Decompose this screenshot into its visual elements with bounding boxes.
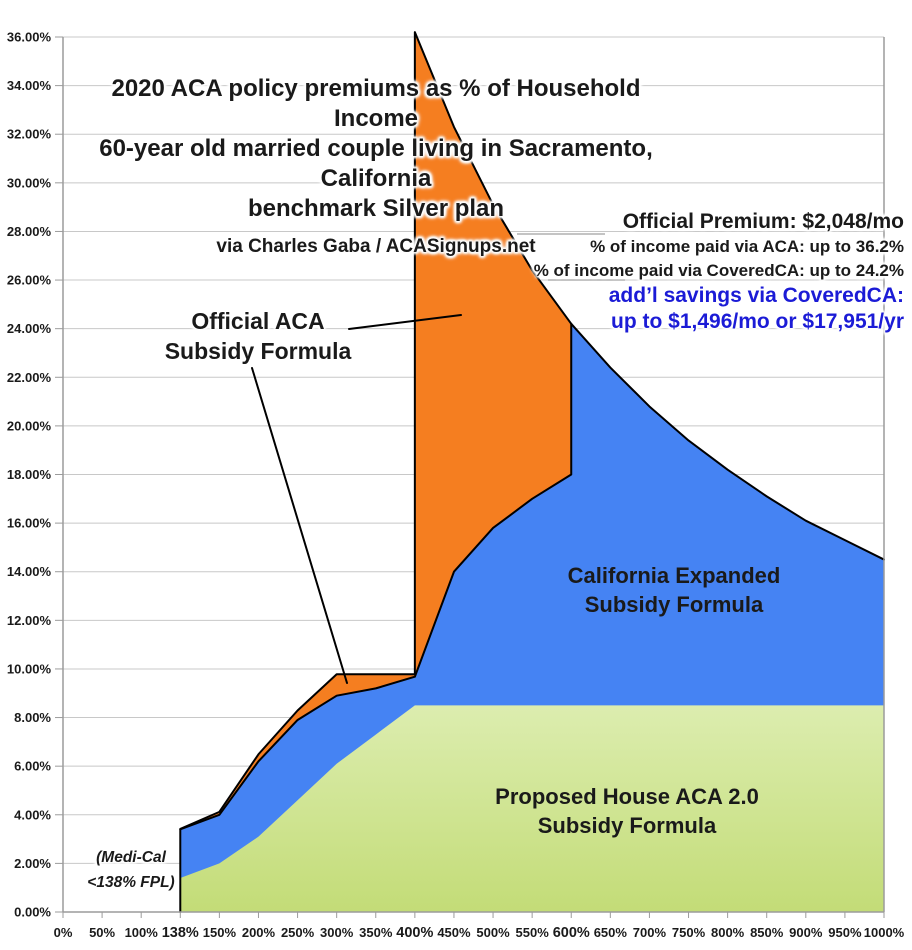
y-tick-label: 32.00% bbox=[6, 126, 51, 142]
medical-label-line1: (Medi-Cal bbox=[96, 849, 166, 866]
savings-text-2: up to $1,496/mo or $17,951/yr bbox=[611, 310, 904, 333]
y-tick-label: 6.00% bbox=[14, 758, 51, 774]
premium-callout bbox=[534, 208, 904, 335]
y-tick-label: 12.00% bbox=[6, 612, 51, 628]
x-tick-label: 0% bbox=[53, 925, 73, 940]
x-tick-label: 1000% bbox=[863, 925, 905, 940]
x-tick-label: 650% bbox=[593, 925, 627, 940]
x-tick-label: 950% bbox=[828, 925, 862, 940]
y-tick-label: 28.00% bbox=[6, 223, 51, 239]
x-tick-label: 400% bbox=[396, 925, 434, 941]
california-expanded-label bbox=[554, 561, 794, 619]
x-tick-label: 550% bbox=[515, 925, 549, 940]
title-line-2: 60-year old married couple living in Sacramento, California bbox=[99, 135, 653, 192]
x-tick-label: 500% bbox=[476, 925, 510, 940]
y-tick-label: 10.00% bbox=[6, 661, 51, 677]
x-tick-label: 450% bbox=[437, 925, 471, 940]
x-tick-label: 700% bbox=[632, 925, 667, 940]
x-tick-label: 100% bbox=[124, 925, 158, 940]
x-tick-label: 138% bbox=[161, 925, 199, 941]
y-tick-label: 18.00% bbox=[6, 467, 51, 482]
y-tick-label: 22.00% bbox=[6, 369, 51, 385]
x-tick-label: 850% bbox=[750, 925, 784, 940]
official-label-pointer-lower bbox=[252, 368, 347, 683]
savings-text-1: add’l savings via CoveredCA: bbox=[608, 284, 904, 307]
title-line-1: 2020 ACA policy premiums as % of Household Income bbox=[111, 75, 641, 132]
x-tick-label: 200% bbox=[241, 925, 276, 940]
official-premium-text: Official Premium: $2,048/mo bbox=[622, 210, 904, 233]
y-tick-label: 16.00% bbox=[6, 515, 51, 531]
x-tick-label: 900% bbox=[789, 925, 823, 940]
medical-label bbox=[59, 845, 203, 895]
coveredca-percent-text: % of income paid via CoveredCA: up to 24.2% bbox=[533, 261, 904, 280]
x-tick-label: 750% bbox=[671, 925, 706, 940]
x-tick-label: 300% bbox=[320, 925, 354, 940]
x-tick-label: 150% bbox=[202, 925, 237, 940]
house-label-line2: Subsidy Formula bbox=[537, 813, 717, 838]
y-tick-label: 8.00% bbox=[14, 710, 51, 726]
credit-line: via Charles Gaba / ACASignups.net bbox=[216, 236, 536, 257]
y-tick-label: 20.00% bbox=[6, 418, 51, 434]
y-tick-label: 36.00% bbox=[6, 29, 51, 45]
title-line-3: benchmark Silver plan bbox=[247, 195, 505, 222]
california-label-line2: Subsidy Formula bbox=[584, 592, 764, 617]
official-aca-label bbox=[150, 306, 366, 366]
y-tick-label: 0.00% bbox=[14, 904, 51, 920]
x-tick-label: 600% bbox=[552, 925, 590, 941]
x-tick-label: 250% bbox=[280, 925, 315, 940]
medical-label-line2: <138% FPL) bbox=[87, 874, 175, 891]
y-tick-label: 14.00% bbox=[6, 564, 51, 580]
house-label-line1: Proposed House ACA 2.0 bbox=[495, 784, 759, 809]
x-tick-label: 350% bbox=[359, 925, 393, 940]
house-aca2-label bbox=[467, 782, 787, 840]
x-tick-label: 50% bbox=[89, 925, 116, 940]
aca-percent-text: % of income paid via ACA: up to 36.2% bbox=[590, 237, 904, 256]
y-tick-label: 4.00% bbox=[14, 807, 51, 823]
california-label-line1: California Expanded bbox=[567, 563, 781, 588]
y-tick-label: 34.00% bbox=[6, 78, 51, 94]
y-tick-label: 26.00% bbox=[6, 272, 51, 288]
y-tick-label: 30.00% bbox=[6, 175, 51, 191]
x-tick-label: 800% bbox=[710, 925, 745, 940]
y-tick-label: 2.00% bbox=[14, 855, 51, 871]
y-tick-label: 24.00% bbox=[6, 321, 51, 337]
official-aca-label-line2: Subsidy Formula bbox=[164, 338, 352, 364]
official-aca-label-line1: Official ACA bbox=[191, 308, 325, 334]
